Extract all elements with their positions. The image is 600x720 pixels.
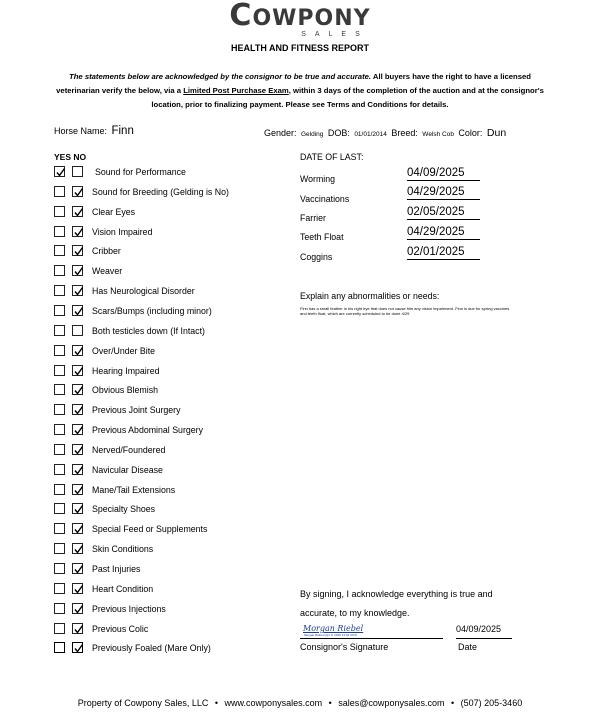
date-row-value[interactable]: 04/29/2025 xyxy=(407,185,480,200)
date-row-value[interactable]: 04/29/2025 xyxy=(407,225,480,240)
no-checkbox[interactable] xyxy=(72,444,83,455)
yes-checkbox[interactable] xyxy=(54,484,65,495)
no-checkbox[interactable] xyxy=(72,186,83,197)
company-logo xyxy=(0,0,600,39)
no-checkbox[interactable] xyxy=(72,345,83,356)
checklist-item-label: Sound for Breeding (Gelding is No) xyxy=(92,187,229,197)
intro-part2: All buyers have the right to have a licensed veterinarian verify the below, via a xyxy=(56,72,531,95)
dob-value[interactable]: 01/01/2014 xyxy=(354,131,387,138)
no-checkbox[interactable] xyxy=(72,384,83,395)
yes-checkbox[interactable] xyxy=(54,384,65,395)
no-checkbox[interactable] xyxy=(72,305,83,316)
no-checkbox[interactable] xyxy=(72,543,83,554)
date-row-label: Worming xyxy=(300,174,336,184)
yes-checkbox[interactable] xyxy=(54,563,65,574)
checklist-item-label: Skin Conditions xyxy=(92,544,154,554)
no-checkbox[interactable] xyxy=(72,464,83,475)
checklist-item-label: Hearing Impaired xyxy=(92,366,160,376)
horse-name[interactable]: Finn xyxy=(111,125,134,137)
footer-website[interactable]: www.cowponysales.com xyxy=(224,698,323,708)
checklist-item-label: Has Neurological Disorder xyxy=(92,286,195,296)
checklist-item-label: Previous Colic xyxy=(92,624,149,634)
yes-checkbox[interactable] xyxy=(54,325,65,336)
no-checkbox[interactable] xyxy=(72,424,83,435)
no-checkbox[interactable] xyxy=(72,206,83,217)
intro-part3: , within 3 days of the completion of the auction and at the consignor's location, prior to finalizing payment. Please see Terms and Conditions for details. xyxy=(151,86,544,109)
date-label: Date xyxy=(458,642,478,652)
checklist-item-label: Specialty Shoes xyxy=(92,504,156,514)
date-row-label: Coggins xyxy=(300,252,333,262)
no-checkbox[interactable] xyxy=(72,563,83,574)
no-checkbox[interactable] xyxy=(72,642,83,653)
yes-checkbox[interactable] xyxy=(54,226,65,237)
no-checkbox[interactable] xyxy=(72,404,83,415)
yes-checkbox[interactable] xyxy=(54,543,65,554)
yes-checkbox[interactable] xyxy=(54,503,65,514)
date-row-value[interactable]: 02/05/2025 xyxy=(407,205,480,220)
signature-field[interactable] xyxy=(300,624,443,639)
signature-script: Morgan Riebel xyxy=(303,624,364,633)
checklist-item-label: Mane/Tail Extensions xyxy=(92,485,176,495)
yes-checkbox[interactable] xyxy=(54,166,65,177)
date-of-last-heading: DATE OF LAST: xyxy=(300,152,364,162)
yes-checkbox[interactable] xyxy=(54,245,65,256)
no-checkbox[interactable] xyxy=(72,265,83,276)
yes-checkbox[interactable] xyxy=(54,444,65,455)
horse-details: Gender: Gelding DOB: 01/01/2014 Breed: Welsh Cob Color: Dun xyxy=(264,127,507,139)
checklist-item-label: Clear Eyes xyxy=(92,207,136,217)
no-checkbox[interactable] xyxy=(72,285,83,296)
footer-company: Property of Cowpony Sales, LLC xyxy=(77,698,209,708)
checklist-item-label: Scars/Bumps (including minor) xyxy=(92,306,212,316)
checklist-item-label: Obvious Blemish xyxy=(92,385,159,395)
no-checkbox[interactable] xyxy=(72,484,83,495)
date-row-label: Vaccinations xyxy=(300,194,350,204)
logo-initial: C xyxy=(229,0,253,33)
ppe-link[interactable]: Limited Post Purchase Exam xyxy=(183,86,289,95)
checklist-item-label: Over/Under Bite xyxy=(92,346,156,356)
checklist-item-label: Weaver xyxy=(92,266,123,276)
no-checkbox[interactable] xyxy=(72,365,83,376)
signature-caption: Morgan Riebel (Apr 9, 2025 13:04 CDT) xyxy=(304,633,358,637)
yes-checkbox[interactable] xyxy=(54,424,65,435)
yes-no-header: YES NO xyxy=(54,152,87,162)
no-checkbox[interactable] xyxy=(72,523,83,534)
color-value[interactable]: Dun xyxy=(486,127,507,139)
yes-checkbox[interactable] xyxy=(54,186,65,197)
no-checkbox[interactable] xyxy=(72,245,83,256)
logo-subtext: SALES xyxy=(301,31,369,38)
footer-phone: (507) 205-3460 xyxy=(460,698,523,708)
yes-checkbox[interactable] xyxy=(54,642,65,653)
logo-text: OWPONY xyxy=(252,6,371,31)
abnormalities-heading: Explain any abnormalities or needs: xyxy=(300,291,440,301)
checklist-item-label: Previous Joint Surgery xyxy=(92,405,181,415)
yes-checkbox[interactable] xyxy=(54,404,65,415)
footer-email[interactable]: sales@cowponysales.com xyxy=(338,698,445,708)
checklist-item-label: Cribber xyxy=(92,246,121,256)
date-field[interactable]: 04/09/2025 xyxy=(456,624,512,639)
checklist-item-label: Nerved/Foundered xyxy=(92,445,166,455)
date-row-label: Farrier xyxy=(300,213,326,223)
gender-value[interactable]: Gelding xyxy=(300,131,324,138)
yes-checkbox[interactable] xyxy=(54,305,65,316)
checklist-item-label: Both testicles down (If Intact) xyxy=(92,326,205,336)
yes-checkbox[interactable] xyxy=(54,345,65,356)
checklist-item-label: Past Injuries xyxy=(92,564,141,574)
yes-checkbox[interactable] xyxy=(54,365,65,376)
checklist-item-label: Previously Foaled (Mare Only) xyxy=(92,643,211,653)
no-checkbox[interactable] xyxy=(72,325,83,336)
yes-checkbox[interactable] xyxy=(54,285,65,296)
no-checkbox[interactable] xyxy=(72,583,83,594)
checklist-item-label: Special Feed or Supplements xyxy=(92,524,208,534)
signature-statement-1: By signing, I acknowledge everything is true and xyxy=(300,589,493,599)
date-row-label: Teeth Float xyxy=(300,232,344,242)
checklist-item-label: Previous Abdominal Surgery xyxy=(92,425,203,435)
abnormalities-text[interactable]: Finn has a small feather in his right eye that does not cause him any vision impairment. Finn is due for spring vaccines and teeth float, which are currently scheduled to be done 4/29 xyxy=(300,306,510,316)
signature-label: Consignor's Signature xyxy=(300,642,389,652)
no-checkbox[interactable] xyxy=(72,623,83,634)
signature-statement-2: accurate, to my knowledge. xyxy=(300,608,410,618)
yes-checkbox[interactable] xyxy=(54,464,65,475)
no-checkbox[interactable] xyxy=(72,503,83,514)
intro-statement xyxy=(48,70,552,112)
yes-checkbox[interactable] xyxy=(54,623,65,634)
yes-checkbox[interactable] xyxy=(54,265,65,276)
report-title: HEALTH AND FITNESS REPORT xyxy=(230,43,369,53)
checklist-item-label: Sound for Performance xyxy=(95,167,186,177)
yes-checkbox[interactable] xyxy=(54,603,65,614)
checklist-item-label: Previous Injections xyxy=(92,604,166,614)
checklist-item-label: Heart Condition xyxy=(92,584,154,594)
footer: Property of Cowpony Sales, LLC • www.cowponysales.com • sales@cowponysales.com • (507) 205-3460 xyxy=(77,698,523,708)
no-checkbox[interactable] xyxy=(72,166,83,177)
yes-checkbox[interactable] xyxy=(54,206,65,217)
checklist-item-label: Navicular Disease xyxy=(92,465,163,475)
date-row-value[interactable]: 02/01/2025 xyxy=(407,245,480,260)
yes-checkbox[interactable] xyxy=(54,583,65,594)
checklist-item-label: Vision Impaired xyxy=(92,227,153,237)
no-checkbox[interactable] xyxy=(72,603,83,614)
intro-italic: The statements below are acknowledged by the consignor to be true and accurate. xyxy=(69,72,372,81)
yes-checkbox[interactable] xyxy=(54,523,65,534)
horse-name-field: Horse Name: Finn xyxy=(54,125,134,137)
no-checkbox[interactable] xyxy=(72,226,83,237)
date-row-value[interactable]: 04/09/2025 xyxy=(407,166,480,181)
breed-value[interactable]: Welsh Cob xyxy=(422,131,454,138)
